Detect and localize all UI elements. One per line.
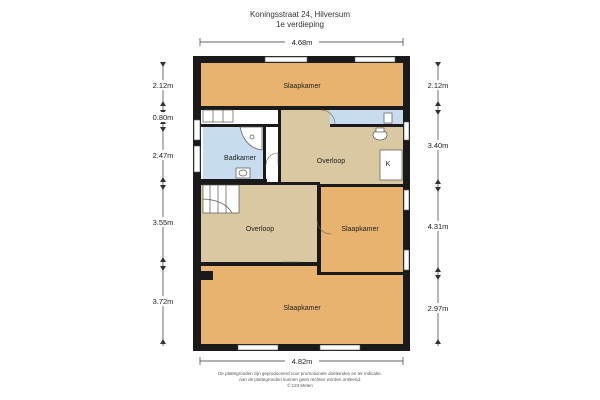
dim-right-3: 4.31m [427,222,449,231]
dim-left-3: 2.47m [152,151,174,160]
plan-subtitle: 1e verdieping [275,20,325,29]
label-slaapkamer-top: Slaapkamer [283,83,321,90]
dim-left-5: 3.72m [152,297,174,306]
label-slaapkamer-bottom: Slaapkamer [283,305,321,312]
dim-left-2: 0.80m [152,113,174,122]
footer-line-1: De plattegronden zijn geproduceerd voor promotionele doeleinden en ter indicatie. [218,371,382,376]
sink-icon [236,168,250,178]
label-overloop-mid: Overloop [245,226,275,233]
dim-right-2: 3.40m [427,141,449,150]
label-k: K [385,161,391,168]
dim-bottom-width: 4.82m [291,357,313,366]
dim-left-4: 3.55m [152,218,174,227]
label-badkamer: Badkamer [224,155,256,162]
dim-right-4: 2.97m [427,304,449,313]
footer-line-2: Aan de plattegronden kunnen geen rechten worden ontleend. [238,377,362,382]
plan-title: Koningsstraat 24, Hilversum [249,10,351,19]
dim-left-1: 2.12m [152,81,174,90]
label-slaapkamer-mid: Slaapkamer [341,226,379,233]
cabinet-icon [380,150,402,180]
footer-line-3: © 123 Meten [287,383,313,388]
dim-right-1: 2.12m [427,81,449,90]
label-overloop-right: Overloop [316,158,346,165]
dim-top-width: 4.68m [291,38,313,47]
